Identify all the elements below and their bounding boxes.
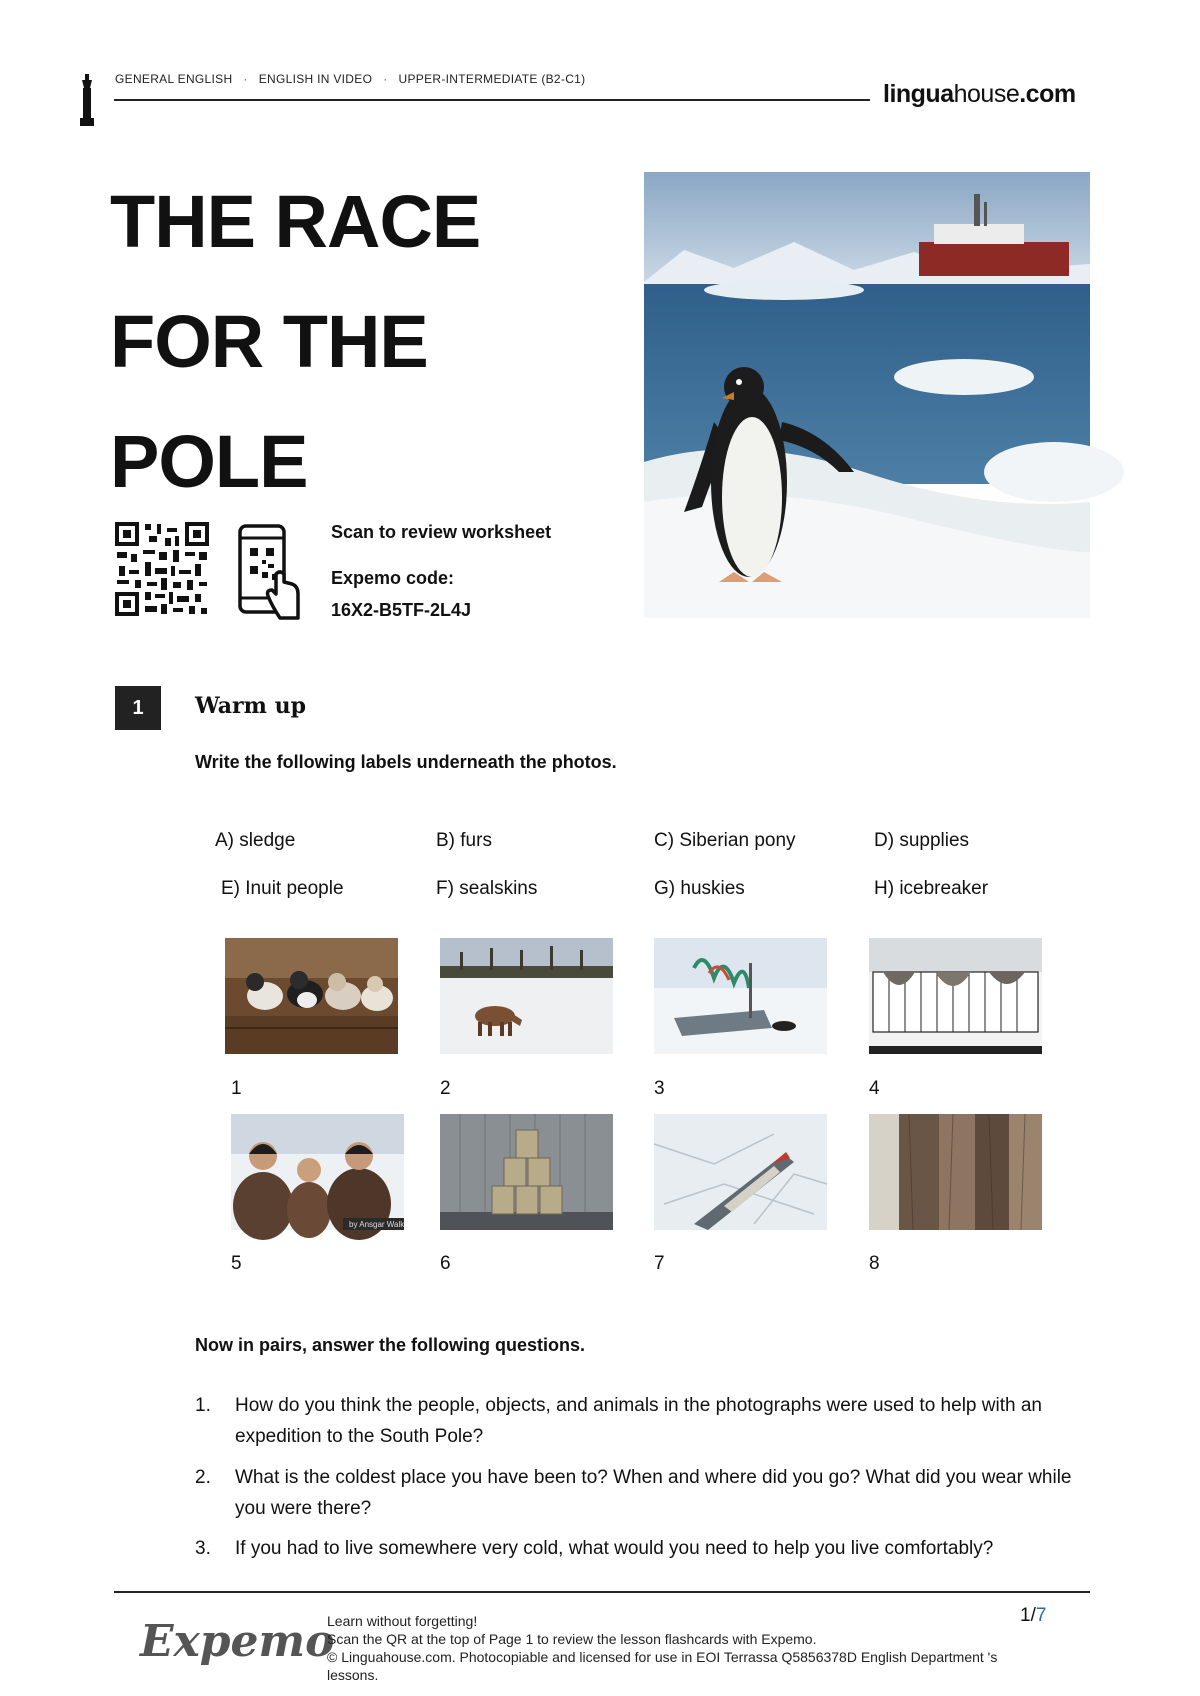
question-1-number: 1. (195, 1395, 211, 1416)
question-3 (195, 1533, 1091, 1564)
photo-sealskins (869, 938, 1042, 1054)
photo-number-3: 3 (654, 1078, 665, 1099)
page-title (110, 162, 630, 522)
scan-instruction: Scan to review worksheet (331, 522, 552, 542)
label-option-f: F) sealskins (436, 878, 538, 899)
question-1-text: How do you think the people, objects, and animals in the photographs were used to help with an expedition to the South Pole? (235, 1395, 1042, 1447)
title-line-1: THE RACE (110, 180, 481, 263)
question-2 (195, 1462, 1091, 1524)
label-option-e: E) Inuit people (221, 878, 344, 899)
photo-inuit-people (231, 1114, 404, 1230)
photo-number-2: 2 (440, 1078, 451, 1099)
question-3-text: If you had to live somewhere very cold, what would you need to help you live comfortably? (235, 1538, 994, 1559)
question-1 (195, 1390, 1091, 1452)
section-title: Warm up (195, 693, 306, 719)
page-number: 1/7 (1020, 1605, 1047, 1626)
title-line-2: FOR THE (110, 300, 428, 383)
photo-number-8: 8 (869, 1253, 880, 1274)
question-3-number: 3. (195, 1538, 211, 1559)
label-option-c: C) Siberian pony (654, 830, 796, 851)
label-option-h: H) icebreaker (874, 878, 989, 899)
question-2-number: 2. (195, 1467, 211, 1488)
footer-divider (114, 1591, 1090, 1593)
footer-line-1: Learn without forgetting! (327, 1613, 478, 1629)
photo-number-7: 7 (654, 1253, 665, 1274)
photo-number-6: 6 (440, 1253, 451, 1274)
breadcrumb-level-3: UPPER-INTERMEDIATE (B2-C1) (398, 72, 586, 86)
photo-sledge (654, 938, 827, 1054)
label-option-b: B) furs (436, 830, 492, 851)
photo-number-4: 4 (869, 1078, 880, 1099)
breadcrumb-level-2: ENGLISH IN VIDEO (258, 72, 373, 86)
title-line-3: POLE (110, 420, 308, 503)
svg-text:Expemo: Expemo (140, 1616, 335, 1667)
photo-furs (869, 1114, 1042, 1230)
breadcrumb-level-1: GENERAL ENGLISH (115, 72, 233, 86)
photo-icebreaker (654, 1114, 827, 1230)
section-number-badge: 1 (115, 686, 161, 730)
label-option-g: G) huskies (654, 878, 745, 899)
footer-line-2: Scan the QR at the top of Page 1 to review the lesson flashcards with Expemo. (327, 1631, 817, 1647)
footer-note (327, 1612, 1007, 1684)
footer-line-3: © Linguahouse.com. Photocopiable and licensed for use in EOI Terrassa Q5856378D English Department 's lessons. (327, 1649, 998, 1683)
label-option-a: A) sledge (215, 830, 296, 851)
brand-logo: linguahouse.com (883, 80, 1076, 108)
photo-credit: by Ansgar Walk (349, 1220, 405, 1229)
qr-code-icon[interactable] (115, 522, 209, 616)
photo-number-1: 1 (231, 1078, 242, 1099)
label-option-d: D) supplies (874, 830, 970, 851)
hero-penguin-image (644, 172, 1090, 618)
breadcrumb: GENERAL ENGLISH · ENGLISH IN VIDEO · UPPER-INTERMEDIATE (B2-C1) (115, 72, 586, 86)
pairs-instruction: Now in pairs, answer the following questions. (195, 1335, 586, 1355)
photo-siberian-pony (440, 938, 613, 1054)
header-divider (114, 99, 870, 101)
expemo-code-value: 16X2-B5TF-2L4J (331, 600, 472, 620)
expemo-code-label: Expemo code: (331, 568, 455, 588)
expemo-logo (138, 1606, 335, 1682)
task-instruction: Write the following labels underneath the photos. (195, 752, 617, 772)
phone-scan-icon (236, 524, 302, 620)
photo-huskies (225, 938, 398, 1054)
tower-icon (78, 74, 96, 126)
photo-supplies (440, 1114, 613, 1230)
question-2-text: What is the coldest place you have been to? When and where did you go? What did you wear while you were there? (235, 1467, 1072, 1519)
photo-number-5: 5 (231, 1253, 242, 1274)
